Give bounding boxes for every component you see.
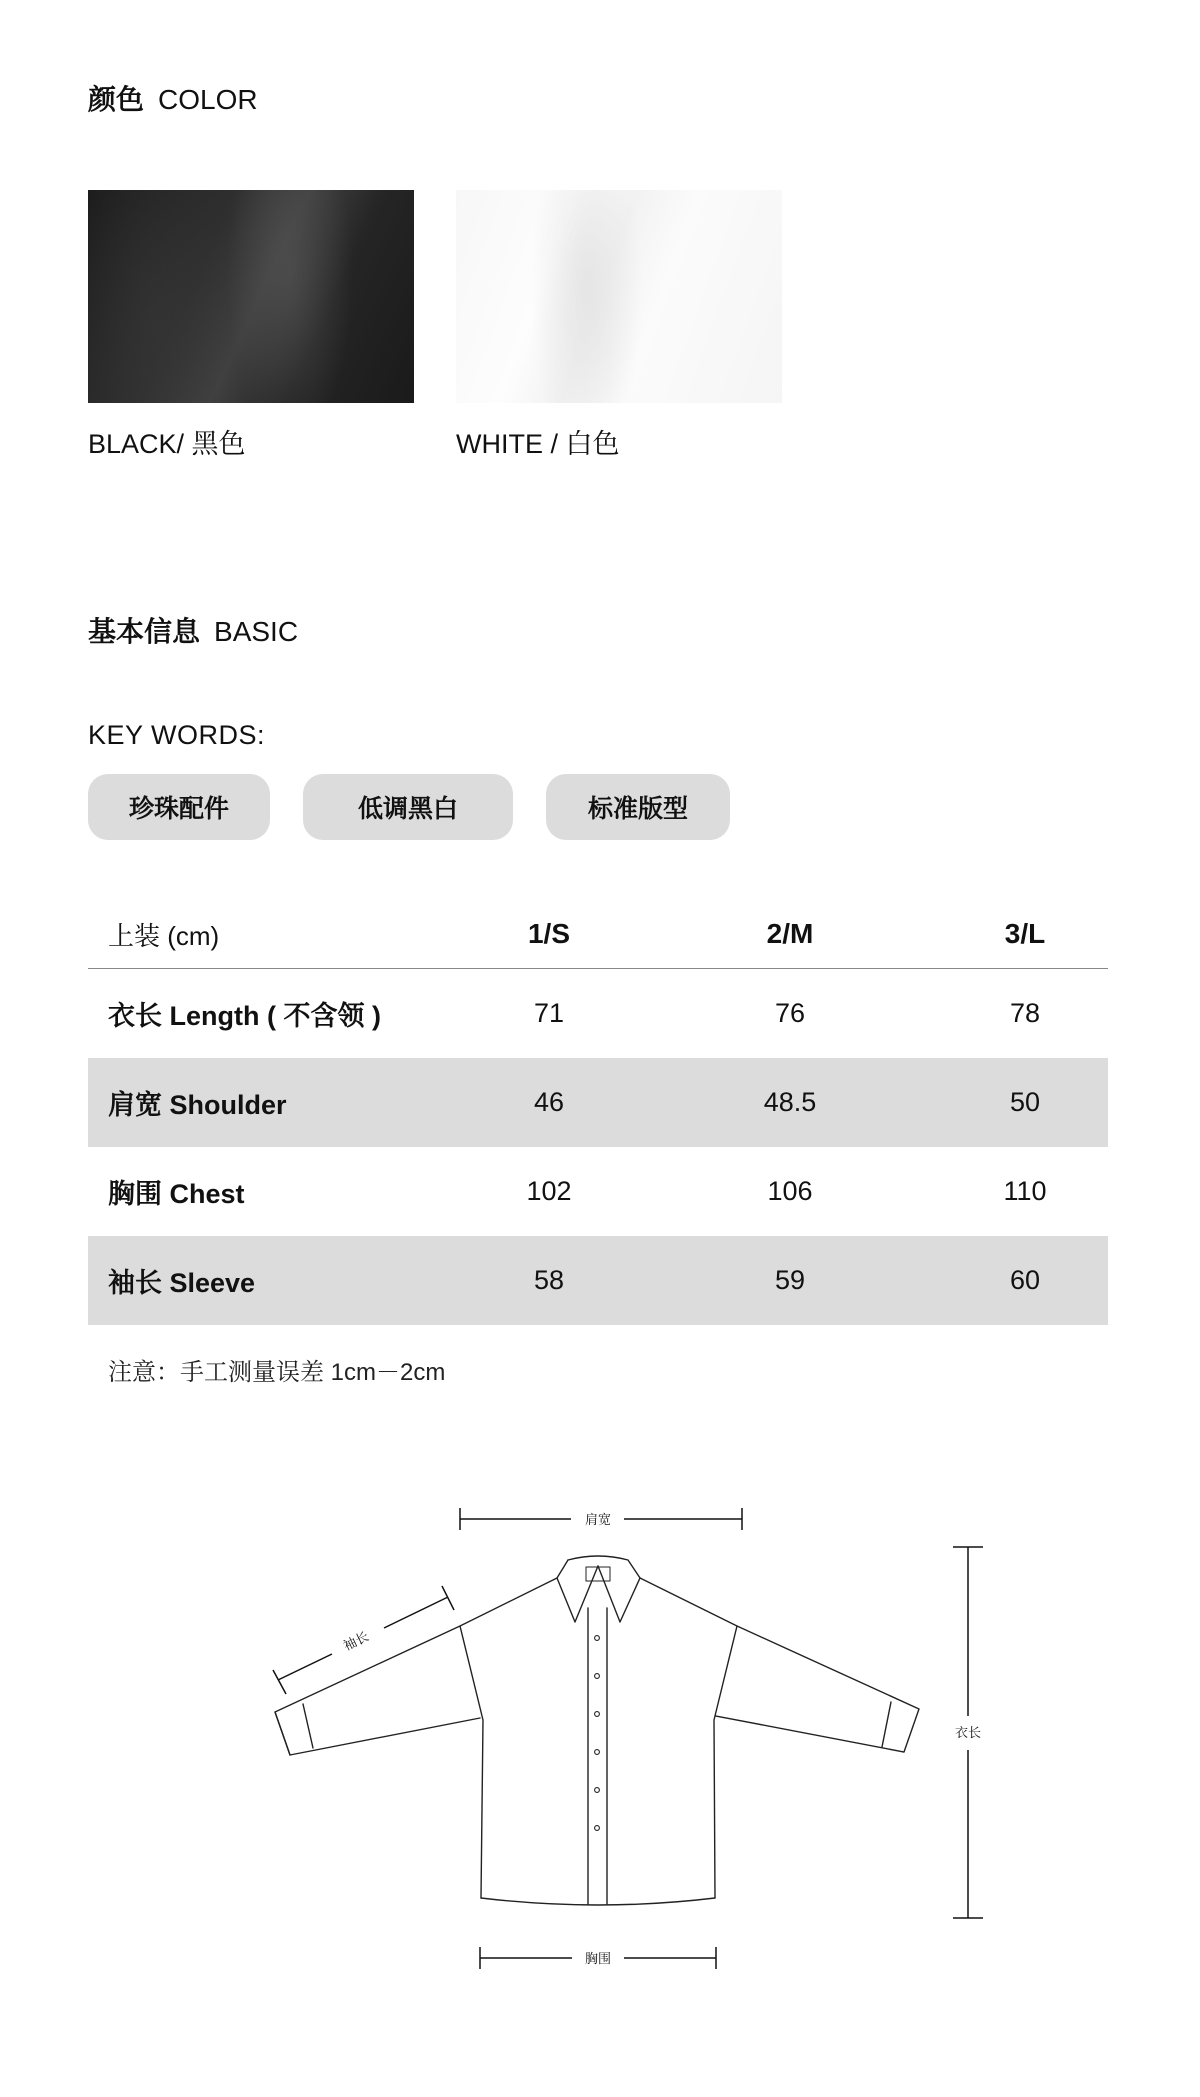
measurement-note: 注意：手工测量误差 1cm－2cm: [108, 1359, 446, 1386]
dimension-lines: [273, 1508, 983, 1969]
cell-value: 110: [1003, 1176, 1047, 1206]
length-dimension-label: 衣长: [954, 1725, 982, 1740]
header-category: 上装 (cm): [108, 920, 220, 951]
swatch-white[interactable]: [456, 190, 782, 403]
basic-title-zh: 基本信息: [88, 616, 201, 647]
swatch-white-label: WHITE / 白色: [456, 429, 620, 459]
row-label: 衣长 Length ( 不含领 ): [108, 1001, 381, 1031]
swatch-black-label: BLACK/ 黑色: [88, 429, 246, 459]
cell-value: 71: [533, 998, 565, 1028]
cell-value: 59: [774, 1265, 806, 1295]
shirt-buttons: [595, 1636, 600, 1831]
shirt-outline-icon: [275, 1556, 919, 1905]
cell-value: 50: [1009, 1087, 1041, 1117]
keyword-tag: 低调黑白: [303, 774, 513, 840]
keyword-tag: 珍珠配件: [88, 774, 270, 840]
cell-value: 46: [533, 1087, 565, 1117]
table-row-length: [88, 969, 1108, 1058]
color-title-zh: 颜色: [88, 84, 145, 115]
cell-value: 78: [1009, 998, 1041, 1028]
basic-title-en: BASIC: [214, 616, 299, 647]
table-row-sleeve: [88, 1236, 1108, 1325]
table-row-chest: [88, 1147, 1108, 1236]
row-label: 胸围 Chest: [108, 1179, 245, 1209]
shirt-measurement-diagram: [0, 1480, 1200, 2000]
keywords-title: KEY WORDS:: [88, 720, 266, 750]
color-section-title: [88, 78, 258, 118]
keyword-tag: 标准版型: [546, 774, 730, 840]
cell-value: 106: [767, 1176, 813, 1206]
cell-value: 60: [1009, 1265, 1041, 1295]
header-size-l: 3/L: [1004, 918, 1046, 949]
header-size-m: 2/M: [766, 918, 814, 949]
row-label: 肩宽 Shoulder: [108, 1090, 287, 1120]
color-title-en: COLOR: [158, 84, 258, 115]
shoulder-dimension-label: 肩宽: [584, 1512, 612, 1527]
size-table: [88, 900, 1108, 1325]
cell-value: 58: [533, 1265, 565, 1295]
swatch-black[interactable]: [88, 190, 414, 403]
size-table-header: [88, 900, 1108, 969]
cell-value: 76: [774, 998, 806, 1028]
table-row-shoulder: [88, 1058, 1108, 1147]
cell-value: 48.5: [763, 1087, 817, 1117]
chest-dimension-label: 胸围: [584, 1951, 612, 1966]
cell-value: 102: [526, 1176, 572, 1206]
sleeve-dimension-label: 袖长: [341, 1628, 372, 1654]
row-label: 袖长 Sleeve: [108, 1268, 256, 1298]
basic-section-title: [88, 610, 298, 650]
header-size-s: 1/S: [527, 918, 571, 949]
